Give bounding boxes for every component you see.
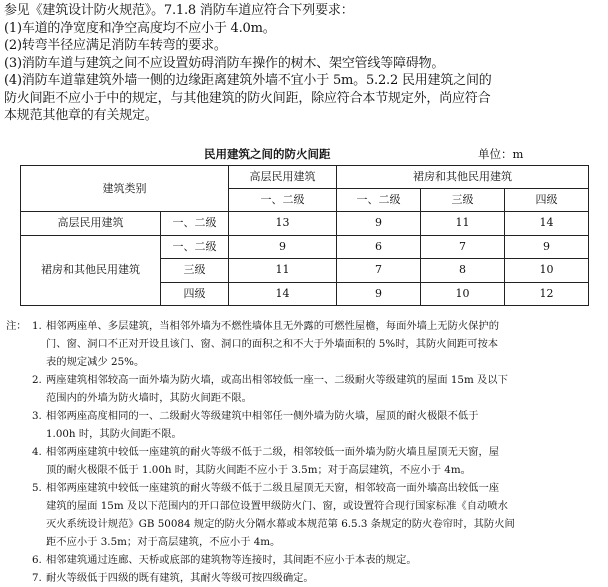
note-line: 相邻两座建筑中较低一座建筑的耐火等级不低于二级，相邻较低一面外墙为防火墙且屋顶无天窗，屋	[46, 446, 500, 458]
table-unit: 单位：m	[478, 147, 524, 161]
note-item	[6, 443, 602, 461]
table-cell: 9	[505, 235, 589, 259]
intro-line: 本规范其他章的有关规定。	[4, 108, 158, 123]
note-line: 顶的耐火极限不低于 1.00h 时，其防火间距不应小于 3.5m；对于高层建筑，不应小于 4m。	[46, 464, 471, 476]
header-podium: 裙房和其他民用建筑	[337, 166, 589, 189]
note-line: 相邻两座高度相同的一、二级耐火等级建筑中相邻任一侧外墙为防火墙，屋顶的耐火极限不低于	[46, 410, 479, 422]
note-item	[6, 371, 602, 389]
intro-line: (3)消防车道与建筑之间不应设置妨碍消防车操作的树木、架空管线等障碍物。	[4, 55, 445, 71]
note-line: 耐火等级低于四级的既有建筑，其耐火等级可按四级确定。	[46, 572, 314, 584]
header-highrise: 高层民用建筑	[229, 166, 337, 189]
note-line: 相邻两座建筑中较低一座建筑的耐火等级不低于二级且屋顶无天窗，相邻较高一面外墙高出较低一座	[46, 482, 500, 494]
note-item	[6, 317, 602, 335]
subheader-grade: 一、二级	[337, 189, 421, 212]
note-number: 5.	[32, 482, 42, 494]
note-number: 3.	[32, 410, 42, 422]
header-category: 建筑类别	[21, 166, 229, 212]
note-number: 2.	[32, 374, 42, 386]
intro-line: 防火间距不应小于中的规定，与其他建筑的防火间距，除应符合本节规定外，尚应符合	[4, 90, 491, 106]
note-item	[6, 569, 602, 587]
table-cell: 7	[337, 259, 421, 283]
table-cell: 10	[505, 259, 589, 283]
table-row	[21, 212, 589, 236]
intro-line: (4)消防车道靠建筑外墙一侧的边缘距离建筑外墙不宜小于 5m。5.2.2 民用建筑之间的	[4, 73, 492, 88]
row-grade: 四级	[161, 282, 229, 306]
intro-line: 参见《建筑设计防火规范》。7.1.8 消防车道应符合下列要求：	[4, 3, 354, 18]
table-cell: 9	[337, 282, 421, 306]
row-grade: 一、二级	[161, 212, 229, 236]
subheader-grade: 一、二级	[229, 189, 337, 212]
note-number: 7.	[32, 572, 42, 584]
note-number: 1.	[32, 320, 42, 332]
table-cell: 14	[229, 282, 337, 306]
note-line: 建筑的屋面 15m 及以下范围内的开口部位设置甲级防火门、窗，或设置符合现行国家标准《自动喷水	[46, 500, 508, 512]
row-grade: 三级	[161, 259, 229, 283]
fire-distance-table	[20, 165, 589, 306]
table-cell: 11	[229, 259, 337, 283]
intro-line: (1)车道的净宽度和净空高度均不应小于 4.0m。	[4, 20, 276, 36]
table-caption	[0, 146, 608, 162]
note-line: 相邻建筑通过连廊、天桥或底部的建筑物等连接时，其间距不应小于本表的规定。	[46, 554, 417, 566]
note-line: 表的规定减少 25%。	[46, 356, 145, 368]
table-cell: 12	[505, 282, 589, 306]
note-number: 4.	[32, 446, 42, 458]
note-line: 1.00h 时，其防火间距不限。	[46, 428, 182, 440]
note-item	[6, 551, 602, 569]
table-cell: 10	[421, 282, 505, 306]
table-cell: 11	[421, 212, 505, 236]
row-category: 高层民用建筑	[21, 212, 161, 236]
table-row	[21, 235, 589, 259]
table-notes	[6, 317, 602, 587]
note-item	[6, 407, 602, 425]
note-item	[6, 479, 602, 497]
note-line: 灭火系统设计规范》GB 50084 规定的防火分隔水幕或本规范第 6.5.3 条规定的防火卷帘时，其防火间	[46, 518, 515, 530]
table-cell: 6	[337, 235, 421, 259]
row-category: 裙房和其他民用建筑	[21, 235, 161, 306]
intro-line: (2)转弯半径应满足消防车转弯的要求。	[4, 38, 227, 53]
subheader-grade: 四级	[505, 189, 589, 212]
note-line: 距不应小于 3.5m；对于高层建筑，不应小于 4m。	[46, 536, 281, 548]
table-title: 民用建筑之间的防火间距	[204, 147, 331, 161]
note-line: 两座建筑相邻较高一面外墙为防火墙，或高出相邻较低一座一、二级耐火等级建筑的屋面 15m 及以下	[46, 374, 508, 386]
note-line: 相邻两座单、多层建筑，当相邻外墙为不燃性墙体且无外露的可燃性屋檐，每面外墙上无防火保护的	[46, 320, 500, 332]
note-number: 6.	[32, 554, 42, 566]
table-cell: 7	[421, 235, 505, 259]
table-cell: 13	[229, 212, 337, 236]
intro-text	[4, 2, 606, 125]
table-cell: 9	[229, 235, 337, 259]
note-line: 门、窗、洞口不正对开设且该门、窗、洞口的面积之和不大于外墙面积的 5%时，其防火间距可按本	[46, 338, 499, 350]
subheader-grade: 三级	[421, 189, 505, 212]
table-cell: 14	[505, 212, 589, 236]
table-cell: 9	[337, 212, 421, 236]
note-line: 范围内的外墙为防火墙时，其防火间距不限。	[46, 392, 252, 404]
notes-label: 注：	[6, 320, 27, 332]
row-grade: 一、二级	[161, 235, 229, 259]
table-cell: 8	[421, 259, 505, 283]
